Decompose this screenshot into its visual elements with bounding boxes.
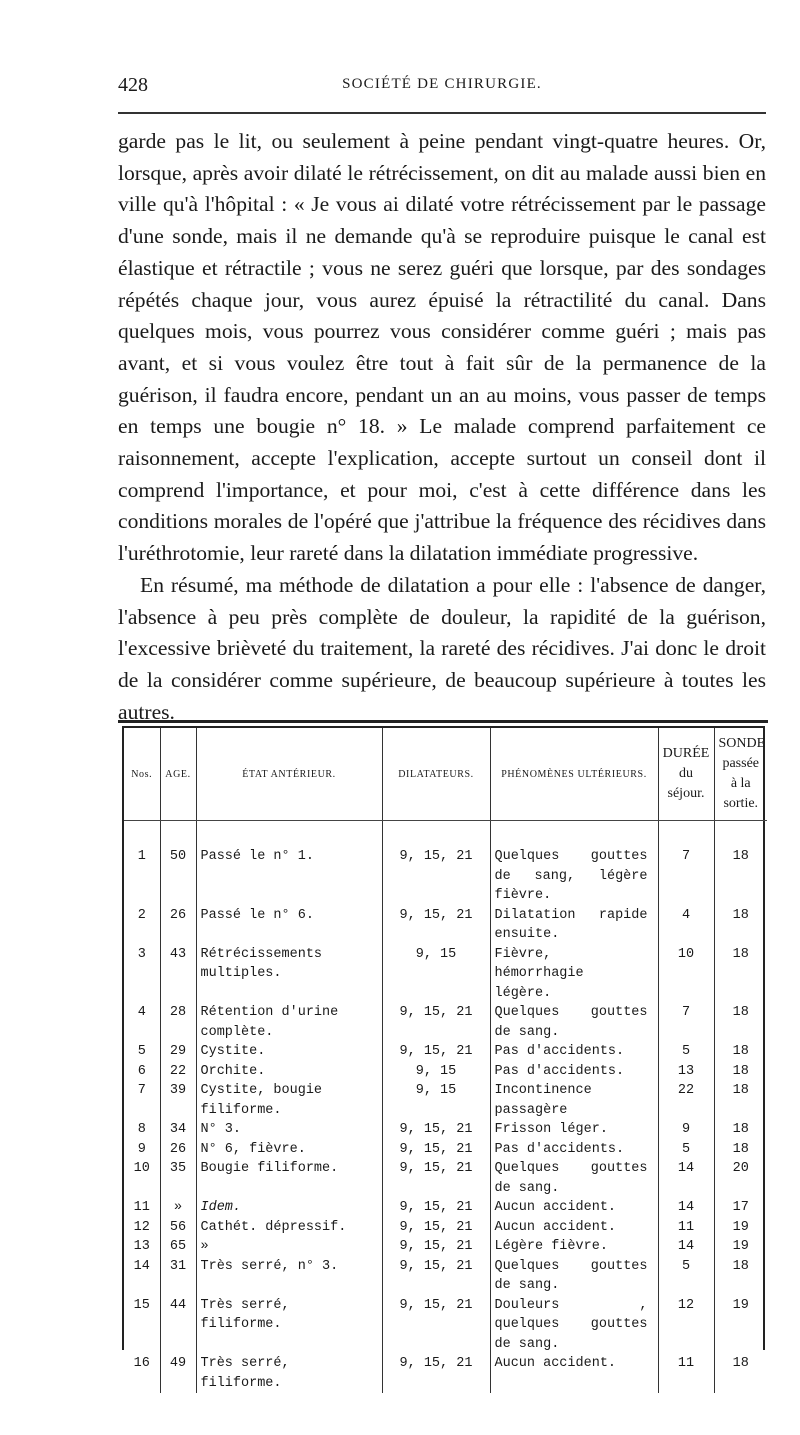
table-row <box>124 1218 767 1238</box>
cell-age: 26 <box>160 1140 196 1160</box>
table-row <box>124 1296 767 1355</box>
cell-sonde: 20 <box>732 1161 749 1176</box>
table-header-row <box>124 728 767 821</box>
cell-etat: Cathét. dépressif. <box>196 1218 382 1238</box>
cell-phen: Quelques gouttes de sang. <box>490 1159 658 1198</box>
cell-num: 7 <box>124 1081 160 1120</box>
cases-table <box>122 726 766 1391</box>
cell-sonde: 18 <box>732 1258 749 1274</box>
cell-dil: 9, 15, 21 <box>382 1140 490 1160</box>
cell-sonde: 18 <box>732 1063 749 1079</box>
cell-etat: » <box>196 1237 382 1257</box>
table-row <box>124 1159 767 1198</box>
cell-dil: 9, 15, 21 <box>382 906 490 945</box>
cell-duree: 14 <box>658 1237 714 1257</box>
cell-dil: 9, 15, 21 <box>382 1237 490 1257</box>
col-header-sonde: SONDE passée à la sortie. <box>714 728 767 821</box>
cell-phen: Quelques gouttes de sang. <box>490 1257 658 1296</box>
cell-age: 29 <box>160 1042 196 1062</box>
cell-num: 14 <box>124 1257 160 1296</box>
cell-duree: 22 <box>658 1081 714 1120</box>
col-header-duree: DURÉE du séjour. <box>658 728 714 821</box>
cell-dil: 9, 15, 21 <box>382 1120 490 1140</box>
cell-num: 8 <box>124 1120 160 1140</box>
col-header-dilatateurs: DILATATEURS. <box>382 728 490 821</box>
cell-dil: 9, 15, 21 <box>382 1042 490 1062</box>
cell-num: 3 <box>124 945 160 1004</box>
cell-age: 22 <box>160 1062 196 1082</box>
page-number: 428 <box>118 74 148 96</box>
cell-num: 16 <box>124 1354 160 1393</box>
table-row <box>124 1081 767 1120</box>
cell-sonde: 18 <box>732 1356 749 1371</box>
table-row <box>124 1354 767 1393</box>
cell-duree: 5 <box>658 1140 714 1160</box>
table-row <box>124 1237 767 1257</box>
cell-age: 28 <box>160 1003 196 1042</box>
cell-duree: 11 <box>658 1218 714 1238</box>
cell-etat: Orchite. <box>196 1062 382 1082</box>
cell-age: 43 <box>160 945 196 1004</box>
cell-num: 11 <box>124 1198 160 1218</box>
cell-duree: 11 <box>658 1354 714 1393</box>
cell-num: 2 <box>124 906 160 945</box>
cell-dil: 9, 15, 21 <box>382 1354 490 1393</box>
cell-num: 4 <box>124 1003 160 1042</box>
paragraph: En résumé, ma méthode de dilatation a pour elle : l'absence de danger, l'absence à peu près complète de douleur, la rapidité de la guérison, l'excessive brièveté du traitement, la rareté des récidives. J'ai donc le droit de la considérer comme supérieure, de beaucoup supérieure à toutes les autres. <box>118 572 766 724</box>
cell-sonde: 17 <box>732 1200 749 1215</box>
table-row <box>124 1062 767 1082</box>
cell-phen: Frisson léger. <box>490 1120 658 1140</box>
cell-dil: 9, 15, 21 <box>382 1159 490 1198</box>
cell-num: 6 <box>124 1062 160 1082</box>
cell-duree: 14 <box>658 1198 714 1218</box>
cell-dil: 9, 15, 21 <box>382 821 490 906</box>
cell-duree: 7 <box>658 821 714 906</box>
cell-etat: Rétrécissements multiples. <box>196 945 382 1004</box>
table-row <box>124 1120 767 1140</box>
cell-age: 26 <box>160 906 196 945</box>
cell-dil: 9, 15 <box>382 945 490 1004</box>
cell-phen: Pas d'accidents. <box>490 1140 658 1160</box>
cell-age: 65 <box>160 1237 196 1257</box>
cell-age: 31 <box>160 1257 196 1296</box>
cell-etat: Très serré, n° 3. <box>196 1257 382 1296</box>
cell-phen: Fièvre, hémorrhagie légère. <box>490 945 658 1004</box>
cell-phen: Pas d'accidents. <box>490 1062 658 1082</box>
paragraph: garde pas le lit, ou seulement à peine pendant vingt-quatre heures. Or, lorsque, après avoir dilaté le rétrécissement, on dit au malade aussi bien en ville qu'à l'hôpital : « Je vous ai dilaté votre rétrécissement par le passage d'une sonde, mais il ne demande qu'à se reproduire puisque le canal est élastique et rétractile ; vous ne serez guéri que lorsque, par des sondages répétés chaque jour, vous aurez épuisé la rétractilité du canal. Dans quelques mois, vous pourrez vous considérer comme guéri ; mais pas avant, et si vous voulez être tout à fait sûr de la permanence de la guérison, il faudra encore, pendant un an au moins, vous passer de temps en temps une bougie n° 18. » Le malade comprend parfaitement ce raisonnement, accepte l'explication, accepte surtout un conseil dont il comprend l'importance, et pour moi, c'est à cette différence dans les conditions morales de l'opéré que j'attribue la fréquence des récidives dans l'uréthrotomie, leur rareté dans la dilatation immédiate progressive. <box>118 129 766 566</box>
cell-dil: 9, 15, 21 <box>382 1218 490 1238</box>
cell-num: 1 <box>124 821 160 906</box>
cell-duree: 9 <box>658 1120 714 1140</box>
running-title: SOCIÉTÉ DE CHIRURGIE. <box>342 76 542 92</box>
cell-sonde: 19 <box>732 1239 749 1254</box>
table-row <box>124 945 767 1004</box>
table-row <box>124 1198 767 1218</box>
cell-phen: Aucun accident. <box>490 1198 658 1218</box>
table-top-rule <box>118 720 768 723</box>
cell-dil: 9, 15, 21 <box>382 1198 490 1218</box>
body-text <box>118 126 766 728</box>
cell-sonde: 18 <box>732 849 749 864</box>
cell-duree: 5 <box>658 1042 714 1062</box>
page-header <box>118 74 766 104</box>
cell-sonde: 18 <box>732 907 749 923</box>
cell-sonde: 18 <box>732 1044 749 1059</box>
cell-age: 34 <box>160 1120 196 1140</box>
col-header-phenomenes: PHÉNOMÈNES ULTÉRIEURS. <box>490 728 658 821</box>
cell-phen: Quelques gouttes de sang, légère fièvre. <box>490 821 658 906</box>
cell-num: 12 <box>124 1218 160 1238</box>
col-header-num: Nos. <box>124 728 160 821</box>
table-row <box>124 1257 767 1296</box>
cell-dil: 9, 15 <box>382 1081 490 1120</box>
cell-age: » <box>160 1198 196 1218</box>
cell-num: 9 <box>124 1140 160 1160</box>
cell-sonde: 18 <box>732 1122 749 1137</box>
cell-phen: Quelques gouttes de sang. <box>490 1003 658 1042</box>
cell-num: 5 <box>124 1042 160 1062</box>
cell-age: 49 <box>160 1354 196 1393</box>
cell-etat: Rétention d'urine complète. <box>196 1003 382 1042</box>
cell-num: 10 <box>124 1159 160 1198</box>
cell-etat: Passé le n° 6. <box>196 906 382 945</box>
cell-num: 13 <box>124 1237 160 1257</box>
cell-etat: Très serré, filiforme. <box>196 1296 382 1355</box>
cell-num: 15 <box>124 1296 160 1355</box>
cell-sonde: 18 <box>732 1141 749 1157</box>
cell-age: 35 <box>160 1159 196 1198</box>
cell-sonde: 18 <box>732 946 749 962</box>
cell-phen: Dilatation rapide ensuite. <box>490 906 658 945</box>
cell-sonde: 18 <box>732 1005 749 1020</box>
col-header-age: AGE. <box>160 728 196 821</box>
table-row <box>124 1042 767 1062</box>
cell-etat: Cystite, bougie filiforme. <box>196 1081 382 1120</box>
cell-etat: N° 3. <box>196 1120 382 1140</box>
cell-duree: 14 <box>658 1159 714 1198</box>
cell-duree: 13 <box>658 1062 714 1082</box>
cell-duree: 7 <box>658 1003 714 1042</box>
table-row <box>124 906 767 945</box>
cell-etat: N° 6, fièvre. <box>196 1140 382 1160</box>
cell-dil: 9, 15, 21 <box>382 1296 490 1355</box>
cell-etat: Bougie filiforme. <box>196 1159 382 1198</box>
cell-sonde: 18 <box>732 1083 749 1098</box>
cell-phen: Douleurs , quelques gouttes de sang. <box>490 1296 658 1355</box>
cell-age: 50 <box>160 821 196 906</box>
cell-duree: 12 <box>658 1296 714 1355</box>
cell-age: 56 <box>160 1218 196 1238</box>
cell-phen: Incontinence passagère <box>490 1081 658 1120</box>
cell-dil: 9, 15 <box>382 1062 490 1082</box>
cell-phen: Légère fièvre. <box>490 1237 658 1257</box>
cell-etat: Passé le n° 1. <box>196 821 382 906</box>
cell-etat: Cystite. <box>196 1042 382 1062</box>
cell-sonde: 19 <box>732 1297 749 1313</box>
table-row <box>124 821 767 906</box>
cell-phen: Aucun accident. <box>490 1354 658 1393</box>
table-row <box>124 1003 767 1042</box>
cell-duree: 4 <box>658 906 714 945</box>
cell-phen: Aucun accident. <box>490 1218 658 1238</box>
cell-age: 44 <box>160 1296 196 1355</box>
cell-duree: 5 <box>658 1257 714 1296</box>
cell-etat: Idem. <box>196 1198 382 1218</box>
col-header-etat: ÉTAT ANTÉRIEUR. <box>196 728 382 821</box>
cell-sonde: 19 <box>732 1219 749 1235</box>
cell-duree: 10 <box>658 945 714 1004</box>
cell-age: 39 <box>160 1081 196 1120</box>
cell-etat: Très serré, filiforme. <box>196 1354 382 1393</box>
header-rule <box>118 112 766 114</box>
table-row <box>124 1140 767 1160</box>
cell-dil: 9, 15, 21 <box>382 1003 490 1042</box>
cell-dil: 9, 15, 21 <box>382 1257 490 1296</box>
cell-phen: Pas d'accidents. <box>490 1042 658 1062</box>
